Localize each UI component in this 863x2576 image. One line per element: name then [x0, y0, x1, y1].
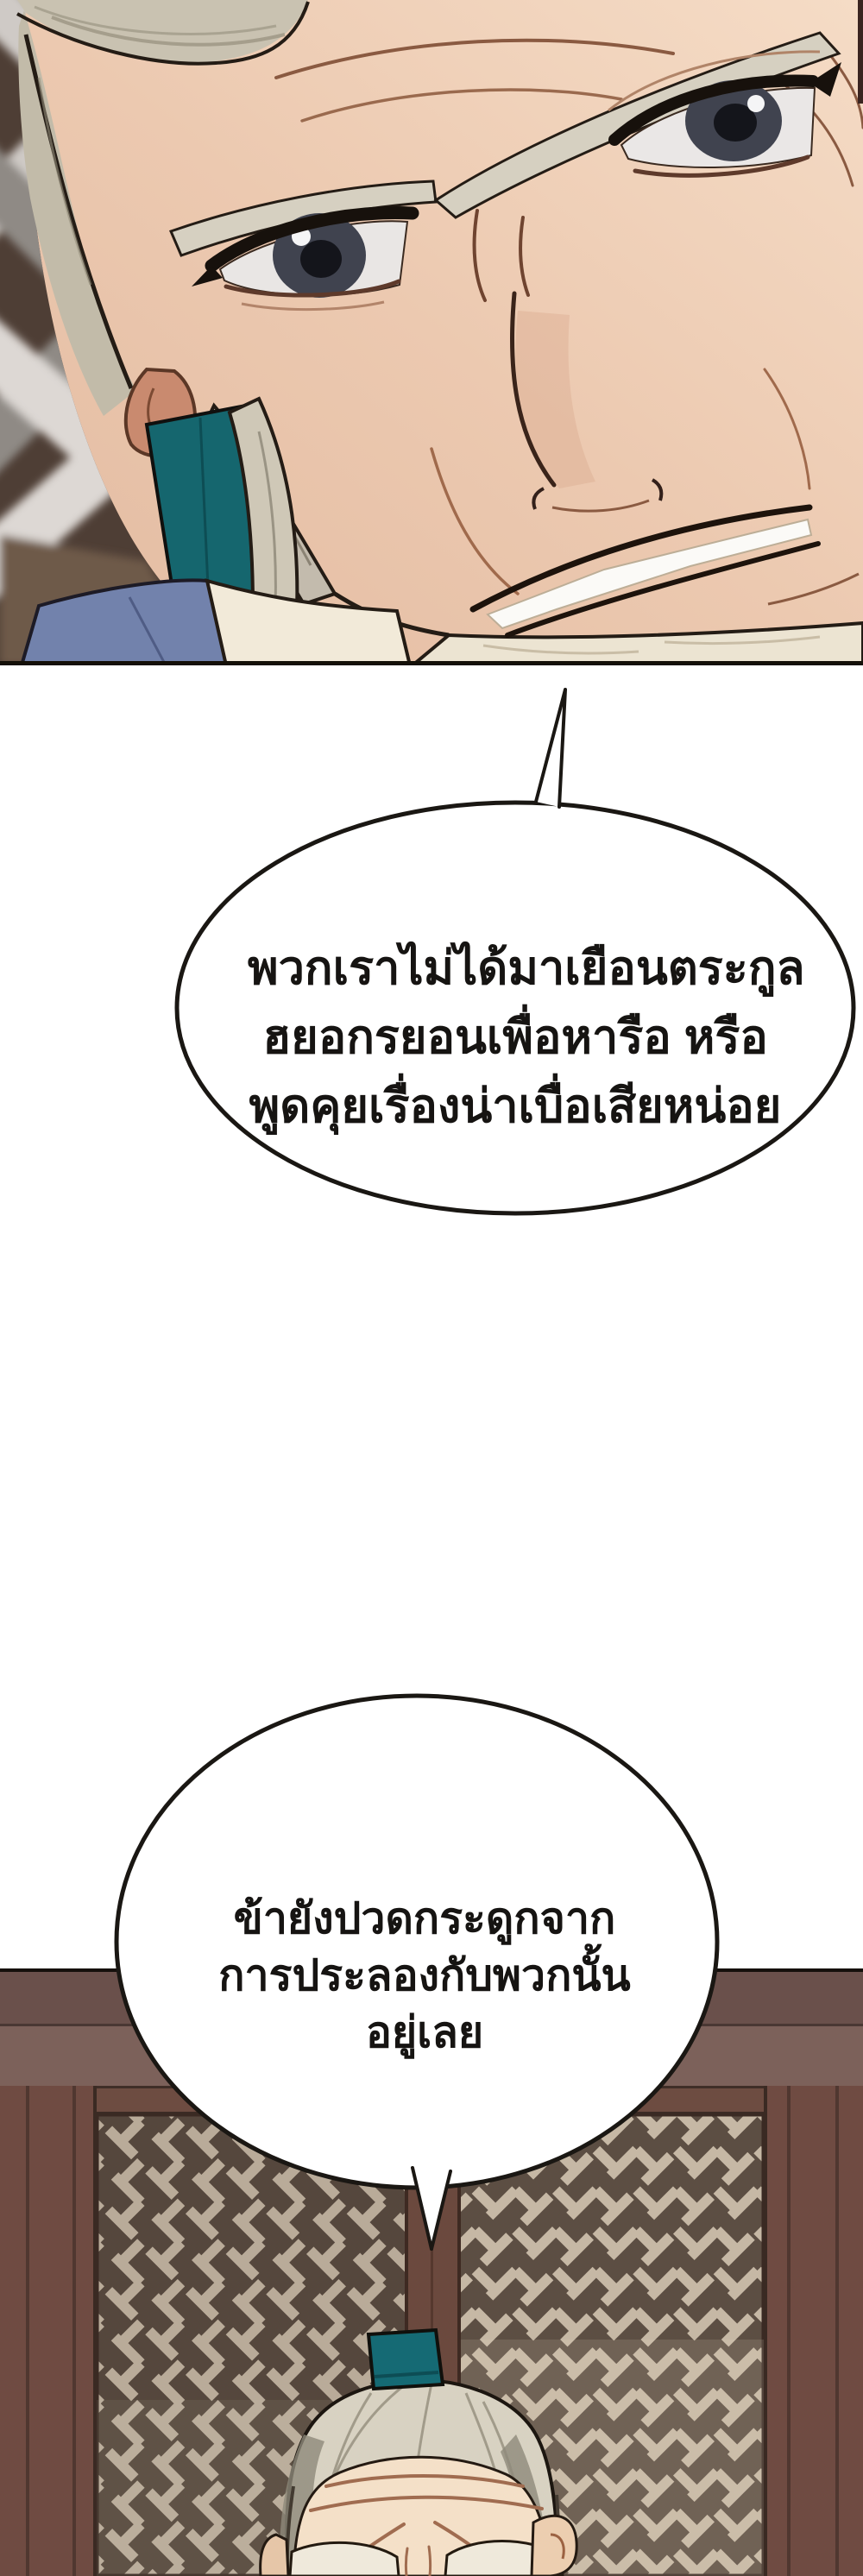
speech-line: อยู่เลย	[365, 2008, 484, 2056]
teal-topknot-cover	[369, 2330, 443, 2389]
panel-edge-shadow	[858, 0, 863, 104]
speech-line: ฮยอกรยอนเพื่อหารือ หรือ	[262, 1011, 768, 1063]
speech-bubble-1	[248, 934, 805, 1141]
right-ear	[532, 2516, 576, 2576]
speech-line: ข้ายังปวดกระดูกจาก	[233, 1894, 616, 1943]
speech-line: พวกเราไม่ได้มาเยือนตระกูล	[248, 942, 805, 994]
eye-highlight	[747, 95, 765, 112]
speech-bubble-2	[157, 1890, 692, 2061]
speech-line: พูดคุยเรื่องน่าเบื่อเสียหน่อย	[249, 1080, 782, 1132]
speech-line: การประลองกับพวกนั้น	[218, 1951, 631, 2000]
panel-elder-closeup	[0, 0, 863, 665]
